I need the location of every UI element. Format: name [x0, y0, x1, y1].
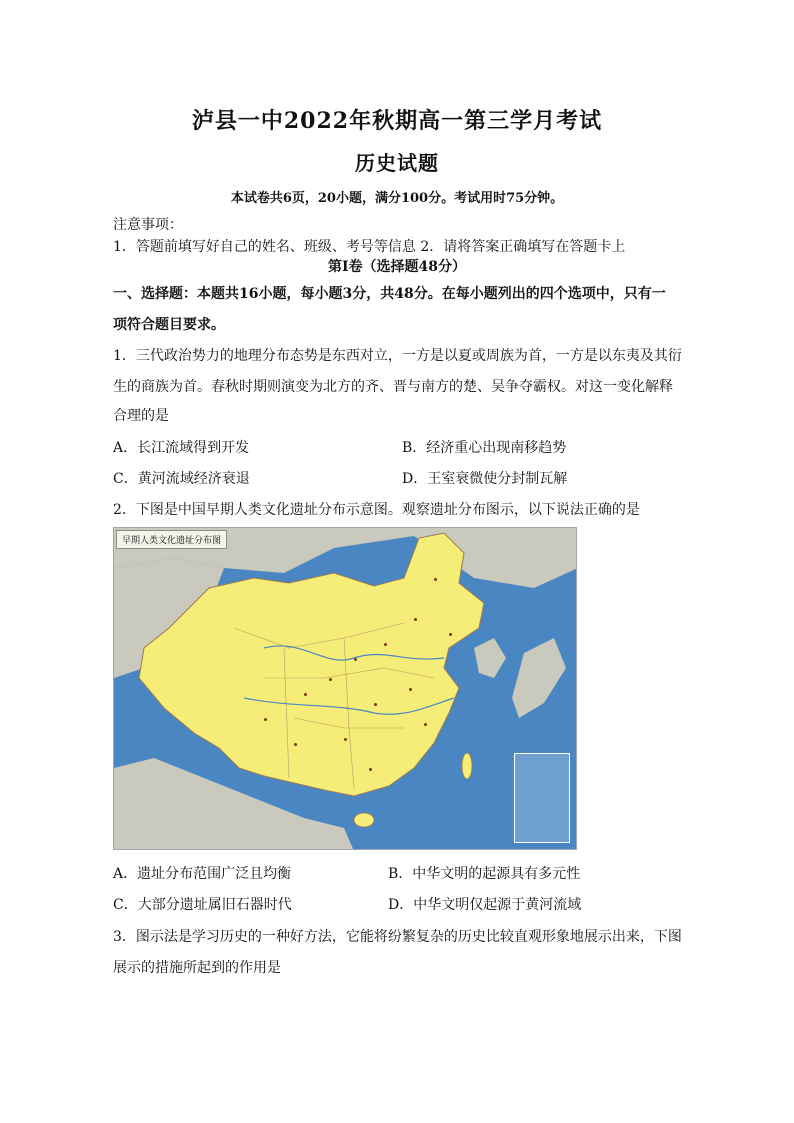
site-marker	[369, 768, 372, 771]
site-marker	[294, 743, 297, 746]
south-china-sea-inset	[514, 753, 570, 843]
early-culture-sites-map	[113, 527, 577, 850]
q1-option-b[interactable]: B．经济重心出现南移趋势	[402, 440, 567, 456]
map-graphic	[114, 528, 577, 850]
q1-stem-line1: 1．三代政治势力的地理分布态势是东西对立，一方是以夏或周族为首，一方是以东夷及其衍	[113, 348, 682, 364]
q1-stem-line3: 合理的是	[113, 408, 169, 424]
site-marker	[414, 618, 417, 621]
site-marker	[409, 688, 412, 691]
site-marker	[344, 738, 347, 741]
site-marker	[354, 658, 357, 661]
site-marker	[434, 578, 437, 581]
hainan-island	[354, 813, 374, 827]
site-marker	[374, 703, 377, 706]
site-marker	[304, 693, 307, 696]
q2-option-b[interactable]: B．中华文明的起源具有多元性	[388, 866, 581, 882]
section-title: 第I卷（选择题48分）	[327, 259, 467, 275]
q1-option-c[interactable]: C．黄河流域经济衰退	[113, 471, 250, 487]
q2-option-c[interactable]: C．大部分遗址属旧石器时代	[113, 897, 292, 913]
q1-stem-line2: 生的商族为首。春秋时期则演变为北方的齐、晋与南方的楚、吴争夺霸权。对这一变化解释	[113, 379, 673, 395]
q2-stem: 2．下图是中国早期人类文化遗址分布示意图。观察遗址分布图示，以下说法正确的是	[113, 502, 640, 518]
q1-option-a[interactable]: A．长江流域得到开发	[113, 440, 250, 456]
korea-land	[474, 638, 506, 678]
site-marker	[329, 678, 332, 681]
site-marker	[384, 643, 387, 646]
q2-option-d[interactable]: D．中华文明仅起源于黄河流域	[388, 897, 582, 913]
site-marker	[449, 633, 452, 636]
q3-stem-line1: 3．图示法是学习历史的一种好方法，它能将纷繁复杂的历史比较直观形象地展示出来，下图	[113, 929, 682, 945]
section-instruction-2: 项符合题目要求。	[113, 317, 225, 333]
section-instruction-1: 一、选择题：本题共16小题，每小题3分，共48分。在每小题列出的四个选项中，只有一	[113, 286, 666, 302]
site-marker	[264, 718, 267, 721]
japan-land	[512, 638, 566, 718]
site-marker	[424, 723, 427, 726]
q1-option-d[interactable]: D．王室衰微使分封制瓦解	[402, 471, 568, 487]
notes-heading: 注意事项：	[113, 217, 183, 233]
notes-items: 1．答题前填写好自己的姓名、班级、考号等信息 2．请将答案正确填写在答题卡上	[113, 239, 626, 255]
subject-title: 历史试题	[355, 151, 439, 175]
exam-info: 本试卷共6页，20小题，满分100分。考试用时75分钟。	[230, 191, 564, 206]
map-title: 早期人类文化遗址分布图	[116, 530, 227, 549]
exam-title: 泸县一中2022年秋期高一第三学月考试	[191, 108, 603, 134]
q2-option-a[interactable]: A．遗址分布范围广泛且均衡	[113, 866, 292, 882]
q3-stem-line2: 展示的措施所起到的作用是	[113, 960, 281, 976]
taiwan-island	[462, 753, 472, 779]
